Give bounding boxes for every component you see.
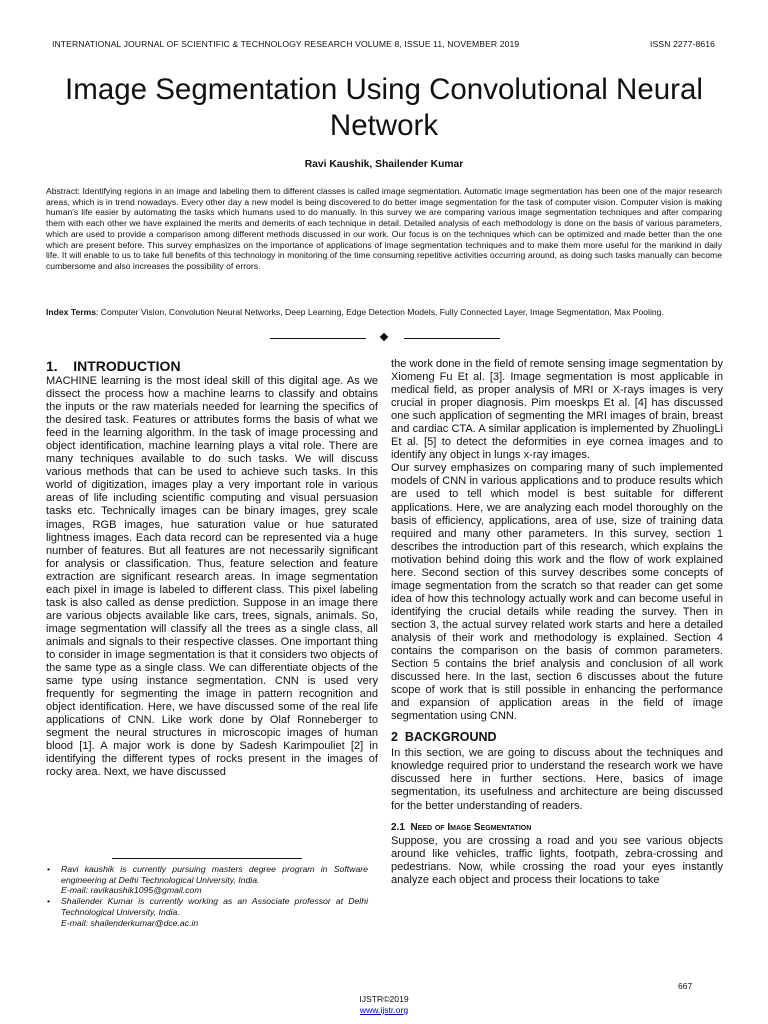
index-terms [46,307,722,318]
abstract-label: Abstract [46,186,78,196]
page-number: 667 [678,981,693,991]
footnote-email: E-mail: ravikaushik1095@gmail.com [61,885,202,896]
footnote-text: Ravi kaushik is currently pursuing masters degree program in Software engineering at Delhi Technological University, India. [61,864,368,885]
footnote-item [47,896,368,928]
journal-header [52,39,715,49]
introduction-continued: the work done in the field of remote sensing image segmentation by Xiomeng Fu Et al. [3]. Image segmentation is most applicable in medical field, as proper analysis of MRI or X-rays images is very crucial in proper diagnosis. Pim moeskps Et al. [4] has discussed one such application of segmenting the MRI images of brain, breast and cardiac CTA. A similar application is implemented by ZhuolingLi Et al. [5] to detect the deformities in eye cornea images and to identify any object in lungs x-ray images. [391,358,723,462]
introduction-heading: 1. INTRODUCTION [46,358,181,374]
subsection-heading [391,821,723,834]
right-column [391,358,723,887]
authors: Ravi Kaushik, Shailender Kumar [304,159,464,170]
diamond-icon [380,333,388,341]
footnote-rule [112,858,302,859]
abstract [46,186,722,272]
index-terms-text: : Computer Vision, Convolution Neural Networks, Deep Learning, Edge Detection Models, Fully Connected Layer, Image Segmentation, Max Pooling. [96,307,664,317]
bullet-icon: • [47,864,51,874]
subsection-title: Need of Image Segmentation [410,821,532,833]
footnote-text: Shailender Kumar is currently working as an Associate professor at Delhi Technological University, India. [61,896,368,917]
subsection-paragraph: Suppose, you are crossing a road and you see various objects around like vehicles, traffic lights, footpath, zebra-crossing and pedestrians. Now, while crossing the road your eyes instantly analyze each object and process their locations to take [391,834,723,886]
footnote-item [47,864,368,896]
journal-name: INTERNATIONAL JOURNAL OF SCIENTIFIC & TECHNOLOGY RESEARCH VOLUME 8, ISSUE 11, NOVEMBER 2019 [52,39,520,49]
separator-line-right [404,338,500,339]
background-paragraph: In this section, we are going to discuss about the techniques and knowledge required prior to understand the research work we have discussed here in further sections. Here, basics of image segmentation, its usefulness and architecture are being discussed for the better understanding of readers. [391,747,723,812]
left-column [46,358,378,779]
footnote-email: E-mail: shailenderkumar@dce.ac.in [61,917,199,928]
bullet-icon: • [47,896,51,907]
subsection-number: 2.1 [391,821,405,833]
issn: ISSN 2277-8616 [650,39,715,49]
separator-line-left [270,338,366,339]
survey-overview-paragraph: Our survey emphasizes on comparing many of such implemented models of CNN in various applications and to produce results which are used to tell which model is best suitable for different applications. Here, we are analyzing each model thoroughly on the basis of efficiency, applications, area of use, size of training data required and many other parameters. In this survey, section 1 describes the introduction part of this research, which explains the motivation behind doing this work and the flow of work explained here. Second section of this survey describes some concepts of image segmentation from the scratch so that reader can get some idea of how this technology actually work and can become useful in identifying the crucial details while reading the survey. Then in section 3, the actual survey related work starts and here a detailed analysis of their work and methodology is explained. Section 4 contains the comparison on the basis of common parameters. Section 5 contains the brief analysis and conclusion of all work discussed here. In the last, section 6 discusses about the future scope of work that is still possible in enhancing the performance and expansion of application areas in the field of image segmentation using CNN. [391,462,723,723]
journal-website-link[interactable]: www.ijstr.org [359,1005,409,1015]
abstract-text: : Identifying regions in an image and labeling them to different classes is called image segmentation. Automatic image segmentation has been one of the major research areas, which is in trend nowadays. Every other day a new model is being discovered to do better image segmentation for the task of computer vision. Computer vision is making human's life easier by automating the tasks which humans used to do manually. In this survey we are comparing various image segmentation techniques and after comparing them with each other we have explained the merits and demerits of each technique in detail. Detailed analysis of each methodology is done on the basis of various parameters, which are used to provide a comparison among different methods discussed in our work. Our focus is on the techniques which can be optimized and made better than the one which are present before. This survey emphasizes on the importance of applications of image segmentation techniques and to make them more useful for the mankind in daily life. It will enable to us to take full benefits of this technology in monitoring of the time consuming repetitive activities occurring around, as doing such tasks manually can become cumbersome and also increases the possibility of errors. [46,186,722,271]
author-footnotes [46,864,368,928]
section-separator [270,333,500,343]
paper-title: Image Segmentation Using Convolutional Neural Network [65,73,703,142]
introduction-paragraph: MACHINE learning is the most ideal skill of this digital age. As we dissect the process how a machine learns to classify and obtains the inputs or the raw materials needed for learning the specifics of the desired task. Features or attributes forms the basis of what we feed in the learning algorithm. In the task of image processing and object identification, machine learning plays a vital role. There are many techniques available to do such tasks. We will discuss various methods that can be used to achieve such tasks. In this world of digitization, images play a very important role in various areas of life including scientific computing and visual persuasion tasks etc. Technically images can be binary images, grey scale images, RGB images, hue saturation value or hue saturated lightness images. Each data record can be represented via a huge number of features. But all features are not necessarily significant for analysis or classification. Thus, feature selection and feature extraction are significant research areas. In image segmentation each pixel in image is labeled to different class. This pixel labeling task is also called as dense prediction. Suppose in an image there are various objects available like cars, trees, signals, animals. So, image segmentation will classify all the trees as a single class, all animals and signals to their respective classes. One important thing to consider in image segmentation is that it considers two objects of the same type as a single class. We can differentiate objects of the same type using instance segmentation. CNN is used very frequently for segmenting the image in pattern recognition and object identification. Here, we have discussed some of the real life applications of CNN. Like work done by Olaf Ronneberger to segment the neural structures in microscopic images of human blood [1]. A major work is done by Sadesh Karimpouliet [2] in identifying the different types of rocks present in the images of rocky area. Next, we have discussed [46,375,378,779]
background-heading: 2 BACKGROUND [391,730,497,745]
index-terms-label: Index Terms [46,307,96,317]
footer-copyright: IJSTR©2019 [359,994,409,1004]
